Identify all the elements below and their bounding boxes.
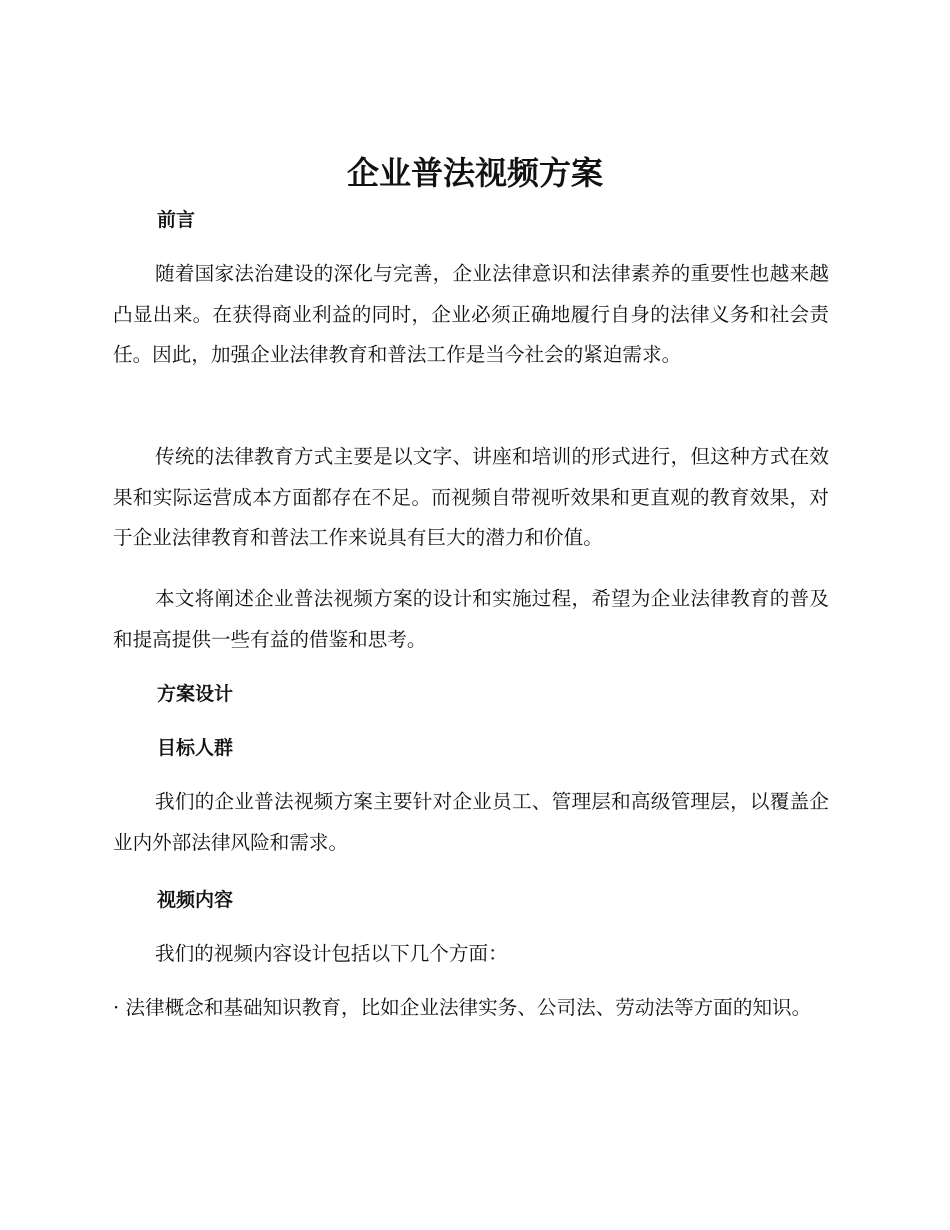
section-heading-design: 方案设计 (157, 683, 234, 705)
page-title: 企业普法视频方案 (346, 154, 603, 192)
paragraph-preface-2: 传统的法律教育方式主要是以文字、讲座和培训的形式进行，但这种方式在效果和实际运营成本方面都存在不足。而视频自带视听效果和更直观的教育效果，对于企业法律教育和普法工作来说具有巨大的潜力和价值。 (113, 445, 829, 549)
section-heading-preface: 前言 (157, 209, 196, 231)
paragraph-preface-3: 本文将阐述企业普法视频方案的设计和实施过程，希望为企业法律教育的普及和提高提供一些有益的借鉴和思考。 (113, 587, 829, 651)
paragraph-audience: 我们的企业普法视频方案主要针对企业员工、管理层和高级管理层，以覆盖企业内外部法律风险和需求。 (113, 790, 829, 854)
section-heading-content: 视频内容 (157, 889, 234, 911)
bullet-item-1: · 法律概念和基础知识教育，比如企业法律实务、公司法、劳动法等方面的知识。 (113, 996, 812, 1019)
paragraph-content-intro: 我们的视频内容设计包括以下几个方面： (155, 942, 508, 965)
section-heading-audience: 目标人群 (157, 737, 234, 759)
paragraph-preface-1: 随着国家法治建设的深化与完善，企业法律意识和法律素养的重要性也越来越凸显出来。在获得商业利益的同时，企业必须正确地履行自身的法律义务和社会责任。因此，加强企业法律教育和普法工作是当今社会的紧迫需求。 (113, 262, 829, 366)
